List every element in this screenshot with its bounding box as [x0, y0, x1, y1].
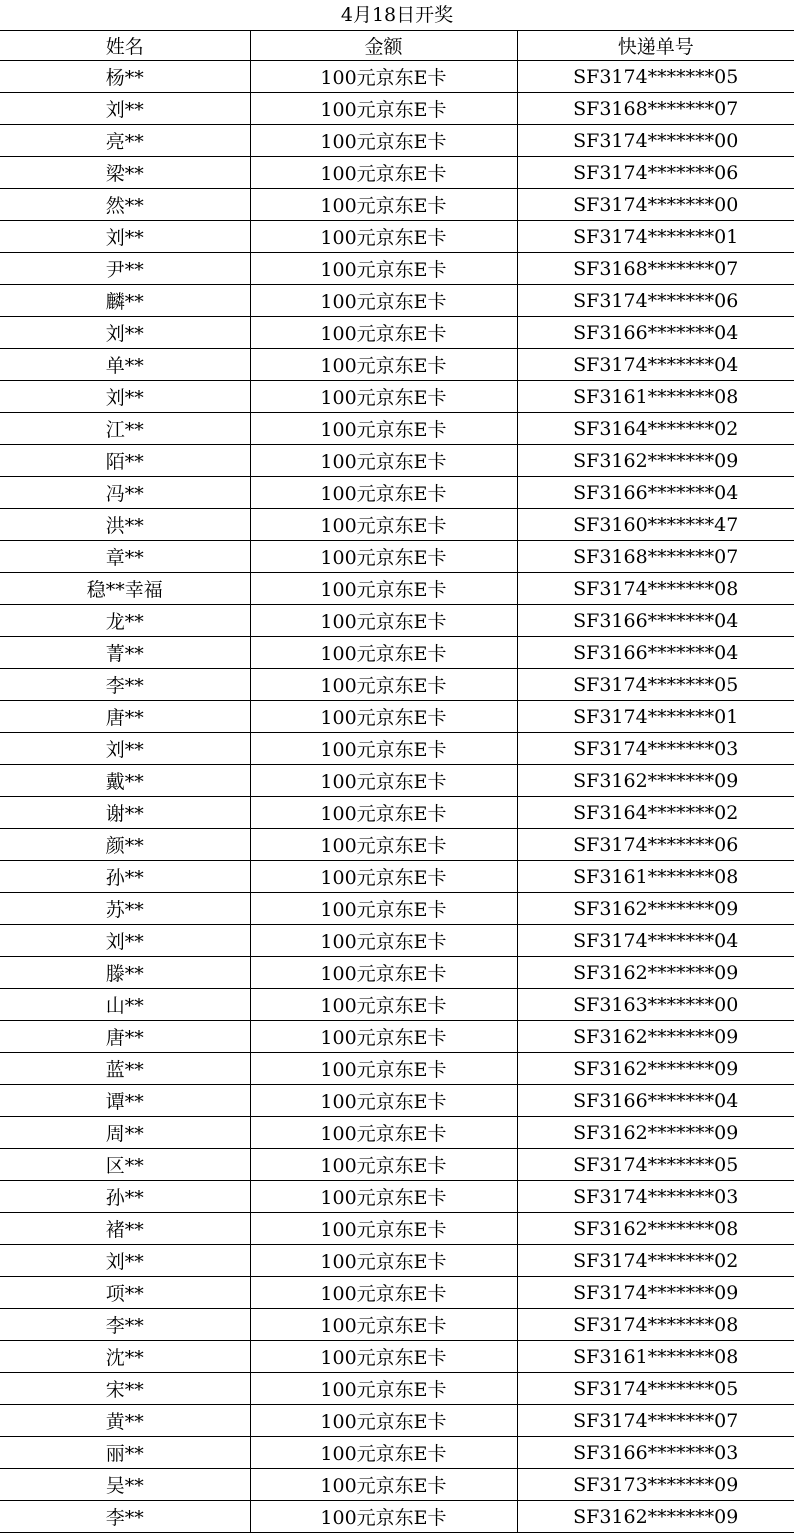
tracking-number-cell: SF3174*******07 [517, 1405, 794, 1437]
prize-amount-cell: 100元京东E卡 [250, 1469, 517, 1501]
tracking-number-cell: SF3166*******04 [517, 605, 794, 637]
winner-name-cell: 孙** [0, 1181, 250, 1213]
winner-name-cell: 李** [0, 1501, 250, 1533]
table-row [0, 221, 794, 253]
prize-amount-cell: 100元京东E卡 [250, 541, 517, 573]
tracking-number-cell: SF3160*******47 [517, 509, 794, 541]
table-row [0, 157, 794, 189]
tracking-number-cell: SF3174*******09 [517, 1277, 794, 1309]
tracking-number-cell: SF3162*******09 [517, 893, 794, 925]
tracking-number-cell: SF3168*******07 [517, 253, 794, 285]
tracking-number-cell: SF3174*******03 [517, 733, 794, 765]
prize-amount-cell: 100元京东E卡 [250, 829, 517, 861]
table-row [0, 413, 794, 445]
tracking-number-cell: SF3174*******08 [517, 1309, 794, 1341]
winner-name-cell: 刘** [0, 93, 250, 125]
winner-name-cell: 孙** [0, 861, 250, 893]
prize-amount-cell: 100元京东E卡 [250, 1085, 517, 1117]
prize-amount-cell: 100元京东E卡 [250, 1149, 517, 1181]
winner-name-cell: 谢** [0, 797, 250, 829]
winner-name-cell: 杨** [0, 61, 250, 93]
winner-name-cell: 刘** [0, 221, 250, 253]
tracking-number-cell: SF3166*******04 [517, 317, 794, 349]
table-row [0, 541, 794, 573]
winner-name-cell: 滕** [0, 957, 250, 989]
prize-amount-cell: 100元京东E卡 [250, 349, 517, 381]
tracking-number-cell: SF3174*******01 [517, 701, 794, 733]
tracking-number-cell: SF3174*******00 [517, 189, 794, 221]
tracking-number-cell: SF3174*******05 [517, 1149, 794, 1181]
prize-amount-cell: 100元京东E卡 [250, 445, 517, 477]
tracking-number-cell: SF3168*******07 [517, 541, 794, 573]
table-row [0, 1309, 794, 1341]
winner-name-cell: 沈** [0, 1341, 250, 1373]
table-row [0, 381, 794, 413]
winner-name-cell: 章** [0, 541, 250, 573]
tracking-number-cell: SF3161*******08 [517, 381, 794, 413]
tracking-number-cell: SF3161*******08 [517, 861, 794, 893]
table-row [0, 925, 794, 957]
prize-amount-cell: 100元京东E卡 [250, 157, 517, 189]
table-row [0, 989, 794, 1021]
table-row [0, 1181, 794, 1213]
table-row [0, 1469, 794, 1501]
winner-name-cell: 菁** [0, 637, 250, 669]
prize-amount-cell: 100元京东E卡 [250, 765, 517, 797]
tracking-number-cell: SF3162*******09 [517, 765, 794, 797]
tracking-number-cell: SF3162*******09 [517, 1053, 794, 1085]
prize-amount-cell: 100元京东E卡 [250, 1277, 517, 1309]
table-row [0, 477, 794, 509]
prize-amount-cell: 100元京东E卡 [250, 1373, 517, 1405]
table-row [0, 829, 794, 861]
winner-name-cell: 戴** [0, 765, 250, 797]
winner-name-cell: 稳**幸福 [0, 573, 250, 605]
prize-amount-cell: 100元京东E卡 [250, 893, 517, 925]
winner-name-cell: 李** [0, 1309, 250, 1341]
tracking-number-cell: SF3164*******02 [517, 797, 794, 829]
table-row [0, 1501, 794, 1533]
winner-name-cell: 刘** [0, 1245, 250, 1277]
winner-table [0, 30, 794, 1533]
table-row [0, 1021, 794, 1053]
winner-name-cell: 江** [0, 413, 250, 445]
winner-name-cell: 洪** [0, 509, 250, 541]
sheet-title: 4月18日开奖 [340, 4, 454, 26]
table-row [0, 669, 794, 701]
winner-name-cell: 陌** [0, 445, 250, 477]
tracking-number-cell: SF3166*******04 [517, 637, 794, 669]
table-row [0, 125, 794, 157]
tracking-number-cell: SF3162*******09 [517, 1117, 794, 1149]
tracking-number-cell: SF3174*******03 [517, 1181, 794, 1213]
winner-name-cell: 颜** [0, 829, 250, 861]
table-row [0, 509, 794, 541]
tracking-number-cell: SF3166*******04 [517, 1085, 794, 1117]
winner-name-cell: 尹** [0, 253, 250, 285]
prize-amount-cell: 100元京东E卡 [250, 637, 517, 669]
tracking-number-cell: SF3174*******02 [517, 1245, 794, 1277]
table-row [0, 253, 794, 285]
tracking-number-cell: SF3162*******08 [517, 1213, 794, 1245]
tracking-number-cell: SF3163*******00 [517, 989, 794, 1021]
winner-name-cell: 区** [0, 1149, 250, 1181]
tracking-number-cell: SF3174*******05 [517, 61, 794, 93]
winner-name-cell: 刘** [0, 925, 250, 957]
tracking-number-cell: SF3173*******09 [517, 1469, 794, 1501]
table-row [0, 285, 794, 317]
prize-amount-cell: 100元京东E卡 [250, 221, 517, 253]
table-row [0, 701, 794, 733]
table-row [0, 445, 794, 477]
winner-name-cell: 吴** [0, 1469, 250, 1501]
table-row [0, 317, 794, 349]
winner-name-cell: 项** [0, 1277, 250, 1309]
header-row [0, 31, 794, 61]
prize-amount-cell: 100元京东E卡 [250, 1213, 517, 1245]
prize-amount-cell: 100元京东E卡 [250, 317, 517, 349]
prize-amount-cell: 100元京东E卡 [250, 509, 517, 541]
winner-name-cell: 褚** [0, 1213, 250, 1245]
tracking-number-cell: SF3174*******08 [517, 573, 794, 605]
table-row [0, 189, 794, 221]
tracking-number-cell: SF3166*******04 [517, 477, 794, 509]
winner-name-cell: 刘** [0, 733, 250, 765]
prize-amount-cell: 100元京东E卡 [250, 1341, 517, 1373]
tracking-number-cell: SF3174*******04 [517, 925, 794, 957]
table-row [0, 957, 794, 989]
prize-amount-cell: 100元京东E卡 [250, 1309, 517, 1341]
prize-amount-cell: 100元京东E卡 [250, 925, 517, 957]
winner-name-cell: 唐** [0, 1021, 250, 1053]
winner-name-cell: 麟** [0, 285, 250, 317]
winner-name-cell: 山** [0, 989, 250, 1021]
tracking-number-cell: SF3166*******03 [517, 1437, 794, 1469]
table-row [0, 93, 794, 125]
winner-name-cell: 丽** [0, 1437, 250, 1469]
table-row [0, 797, 794, 829]
table-row [0, 573, 794, 605]
winner-name-cell: 唐** [0, 701, 250, 733]
tracking-number-cell: SF3162*******09 [517, 445, 794, 477]
prize-amount-cell: 100元京东E卡 [250, 1021, 517, 1053]
table-row [0, 861, 794, 893]
prize-amount-cell: 100元京东E卡 [250, 573, 517, 605]
prize-amount-cell: 100元京东E卡 [250, 189, 517, 221]
prize-amount-cell: 100元京东E卡 [250, 285, 517, 317]
table-row [0, 1053, 794, 1085]
prize-amount-cell: 100元京东E卡 [250, 1501, 517, 1533]
winner-name-cell: 冯** [0, 477, 250, 509]
table-body [0, 61, 794, 1533]
table-row [0, 765, 794, 797]
table-row [0, 1149, 794, 1181]
column-header-tracking: 快递单号 [517, 31, 794, 61]
prize-amount-cell: 100元京东E卡 [250, 1117, 517, 1149]
tracking-number-cell: SF3174*******06 [517, 829, 794, 861]
prize-amount-cell: 100元京东E卡 [250, 1437, 517, 1469]
tracking-number-cell: SF3174*******04 [517, 349, 794, 381]
prize-amount-cell: 100元京东E卡 [250, 861, 517, 893]
table-row [0, 733, 794, 765]
tracking-number-cell: SF3174*******01 [517, 221, 794, 253]
table-row [0, 61, 794, 93]
tracking-number-cell: SF3174*******06 [517, 285, 794, 317]
winner-name-cell: 龙** [0, 605, 250, 637]
winner-name-cell: 李** [0, 669, 250, 701]
prize-amount-cell: 100元京东E卡 [250, 701, 517, 733]
prize-amount-cell: 100元京东E卡 [250, 957, 517, 989]
prize-amount-cell: 100元京东E卡 [250, 989, 517, 1021]
table-row [0, 1405, 794, 1437]
prize-amount-cell: 100元京东E卡 [250, 797, 517, 829]
prize-amount-cell: 100元京东E卡 [250, 1181, 517, 1213]
winner-name-cell: 然** [0, 189, 250, 221]
winner-name-cell: 刘** [0, 381, 250, 413]
winner-name-cell: 梁** [0, 157, 250, 189]
tracking-number-cell: SF3161*******08 [517, 1341, 794, 1373]
table-row [0, 605, 794, 637]
table-row [0, 1277, 794, 1309]
prize-amount-cell: 100元京东E卡 [250, 93, 517, 125]
tracking-number-cell: SF3168*******07 [517, 93, 794, 125]
winner-name-cell: 单** [0, 349, 250, 381]
winner-name-cell: 苏** [0, 893, 250, 925]
table-row [0, 1213, 794, 1245]
prize-amount-cell: 100元京东E卡 [250, 1405, 517, 1437]
prize-amount-cell: 100元京东E卡 [250, 253, 517, 285]
tracking-number-cell: SF3174*******00 [517, 125, 794, 157]
table-row [0, 1341, 794, 1373]
column-header-name: 姓名 [0, 31, 250, 61]
prize-amount-cell: 100元京东E卡 [250, 61, 517, 93]
table-row [0, 1245, 794, 1277]
table-row [0, 637, 794, 669]
prize-amount-cell: 100元京东E卡 [250, 605, 517, 637]
table-row [0, 893, 794, 925]
table-row [0, 1437, 794, 1469]
prize-amount-cell: 100元京东E卡 [250, 733, 517, 765]
prize-amount-cell: 100元京东E卡 [250, 669, 517, 701]
winner-name-cell: 亮** [0, 125, 250, 157]
table-row [0, 1085, 794, 1117]
winner-name-cell: 蓝** [0, 1053, 250, 1085]
table-header [0, 31, 794, 61]
winner-name-cell: 黄** [0, 1405, 250, 1437]
table-row [0, 1117, 794, 1149]
tracking-number-cell: SF3162*******09 [517, 1501, 794, 1533]
prize-amount-cell: 100元京东E卡 [250, 1245, 517, 1277]
table-row [0, 349, 794, 381]
prize-amount-cell: 100元京东E卡 [250, 125, 517, 157]
prize-amount-cell: 100元京东E卡 [250, 413, 517, 445]
tracking-number-cell: SF3174*******06 [517, 157, 794, 189]
winner-name-cell: 刘** [0, 317, 250, 349]
tracking-number-cell: SF3162*******09 [517, 957, 794, 989]
column-header-amount: 金额 [250, 31, 517, 61]
table-row [0, 1373, 794, 1405]
tracking-number-cell: SF3162*******09 [517, 1021, 794, 1053]
prize-amount-cell: 100元京东E卡 [250, 477, 517, 509]
winner-name-cell: 周** [0, 1117, 250, 1149]
prize-amount-cell: 100元京东E卡 [250, 1053, 517, 1085]
tracking-number-cell: SF3174*******05 [517, 669, 794, 701]
winner-name-cell: 谭** [0, 1085, 250, 1117]
tracking-number-cell: SF3164*******02 [517, 413, 794, 445]
prize-amount-cell: 100元京东E卡 [250, 381, 517, 413]
winner-name-cell: 宋** [0, 1373, 250, 1405]
tracking-number-cell: SF3174*******05 [517, 1373, 794, 1405]
